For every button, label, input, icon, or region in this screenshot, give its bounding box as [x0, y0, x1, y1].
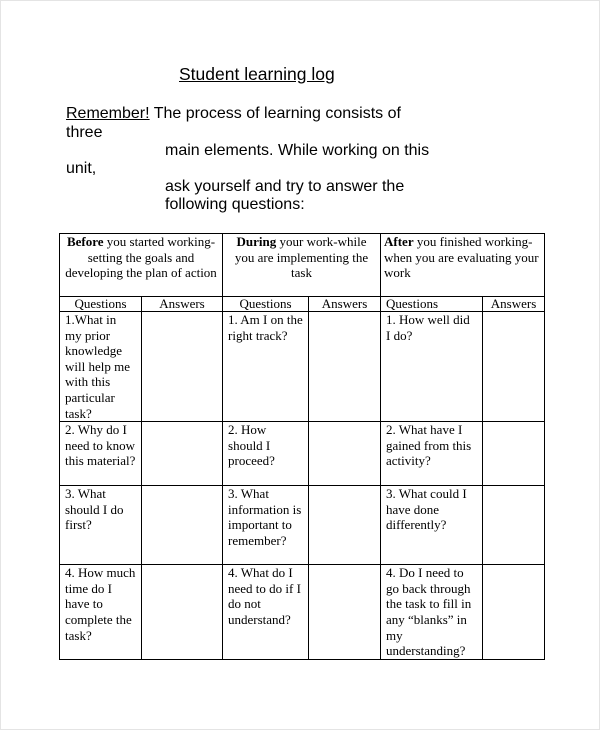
question-cell: 1. Am I on the right track?: [223, 312, 309, 422]
answer-cell[interactable]: [483, 312, 545, 422]
phase-during-text: your work-while you are implementing the task: [234, 234, 369, 281]
answer-cell[interactable]: [309, 422, 381, 486]
phase-after-bold: After: [384, 234, 414, 249]
answers-header: Answers: [309, 297, 381, 312]
intro-text: The process of learning consists of: [149, 105, 401, 122]
question-cell: 3. What information is important to remember?: [223, 486, 309, 565]
intro-line-2: three: [66, 124, 103, 141]
answer-cell[interactable]: [483, 565, 545, 660]
question-cell: 2. Why do I need to know this material?: [60, 422, 142, 486]
intro-line-3: main elements. While working on this: [165, 142, 430, 159]
answers-header: Answers: [142, 297, 223, 312]
answers-header: Answers: [483, 297, 545, 312]
phase-before-text: you started working-setting the goals and developing the plan of action: [65, 234, 217, 281]
intro-line-1: [66, 105, 401, 123]
answer-cell[interactable]: [142, 312, 223, 422]
question-cell: 1.What in my prior knowledge will help me with this particular task?: [60, 312, 142, 422]
phase-during-bold: During: [236, 234, 277, 249]
table-row: [60, 312, 545, 422]
answer-cell[interactable]: [142, 486, 223, 565]
questions-header: Questions: [381, 297, 483, 312]
table-row: [60, 565, 545, 660]
intro-line-5: ask yourself and try to answer the: [165, 178, 405, 195]
answer-cell[interactable]: [483, 486, 545, 565]
learning-log-table: [59, 233, 545, 660]
question-cell: 3. What should I do first?: [60, 486, 142, 565]
intro-line-4: unit,: [66, 160, 97, 177]
phase-before-header: [60, 234, 223, 297]
phase-before-bold: Before: [66, 234, 104, 249]
phase-after-text: you finished working- when you are evaluating your work: [384, 234, 539, 281]
question-cell: 4. Do I need to go back through the task to fill in any “blanks” in my understanding?: [381, 565, 483, 660]
question-cell: 4. What do I need to do if I do not understand?: [223, 565, 309, 660]
remember-label: Remember!: [66, 105, 150, 122]
intro-line-6: following questions:: [165, 196, 305, 213]
answer-cell[interactable]: [142, 565, 223, 660]
page-title: Student learning log: [179, 64, 335, 84]
answer-cell[interactable]: [309, 565, 381, 660]
question-cell: 2. How should I proceed?: [223, 422, 309, 486]
answer-cell[interactable]: [309, 486, 381, 565]
table-row: [60, 422, 545, 486]
question-cell: 4. How much time do I have to complete the task?: [60, 565, 142, 660]
phase-after-header: [381, 234, 545, 297]
answer-cell[interactable]: [309, 312, 381, 422]
table-row: [60, 486, 545, 565]
answer-cell[interactable]: [483, 422, 545, 486]
questions-header: Questions: [223, 297, 309, 312]
questions-header: Questions: [60, 297, 142, 312]
phase-during-header: [223, 234, 381, 297]
question-cell: 2. What have I gained from this activity?: [381, 422, 483, 486]
question-cell: 3. What could I have done differently?: [381, 486, 483, 565]
answer-cell[interactable]: [142, 422, 223, 486]
question-cell: 1. How well did I do?: [381, 312, 483, 422]
